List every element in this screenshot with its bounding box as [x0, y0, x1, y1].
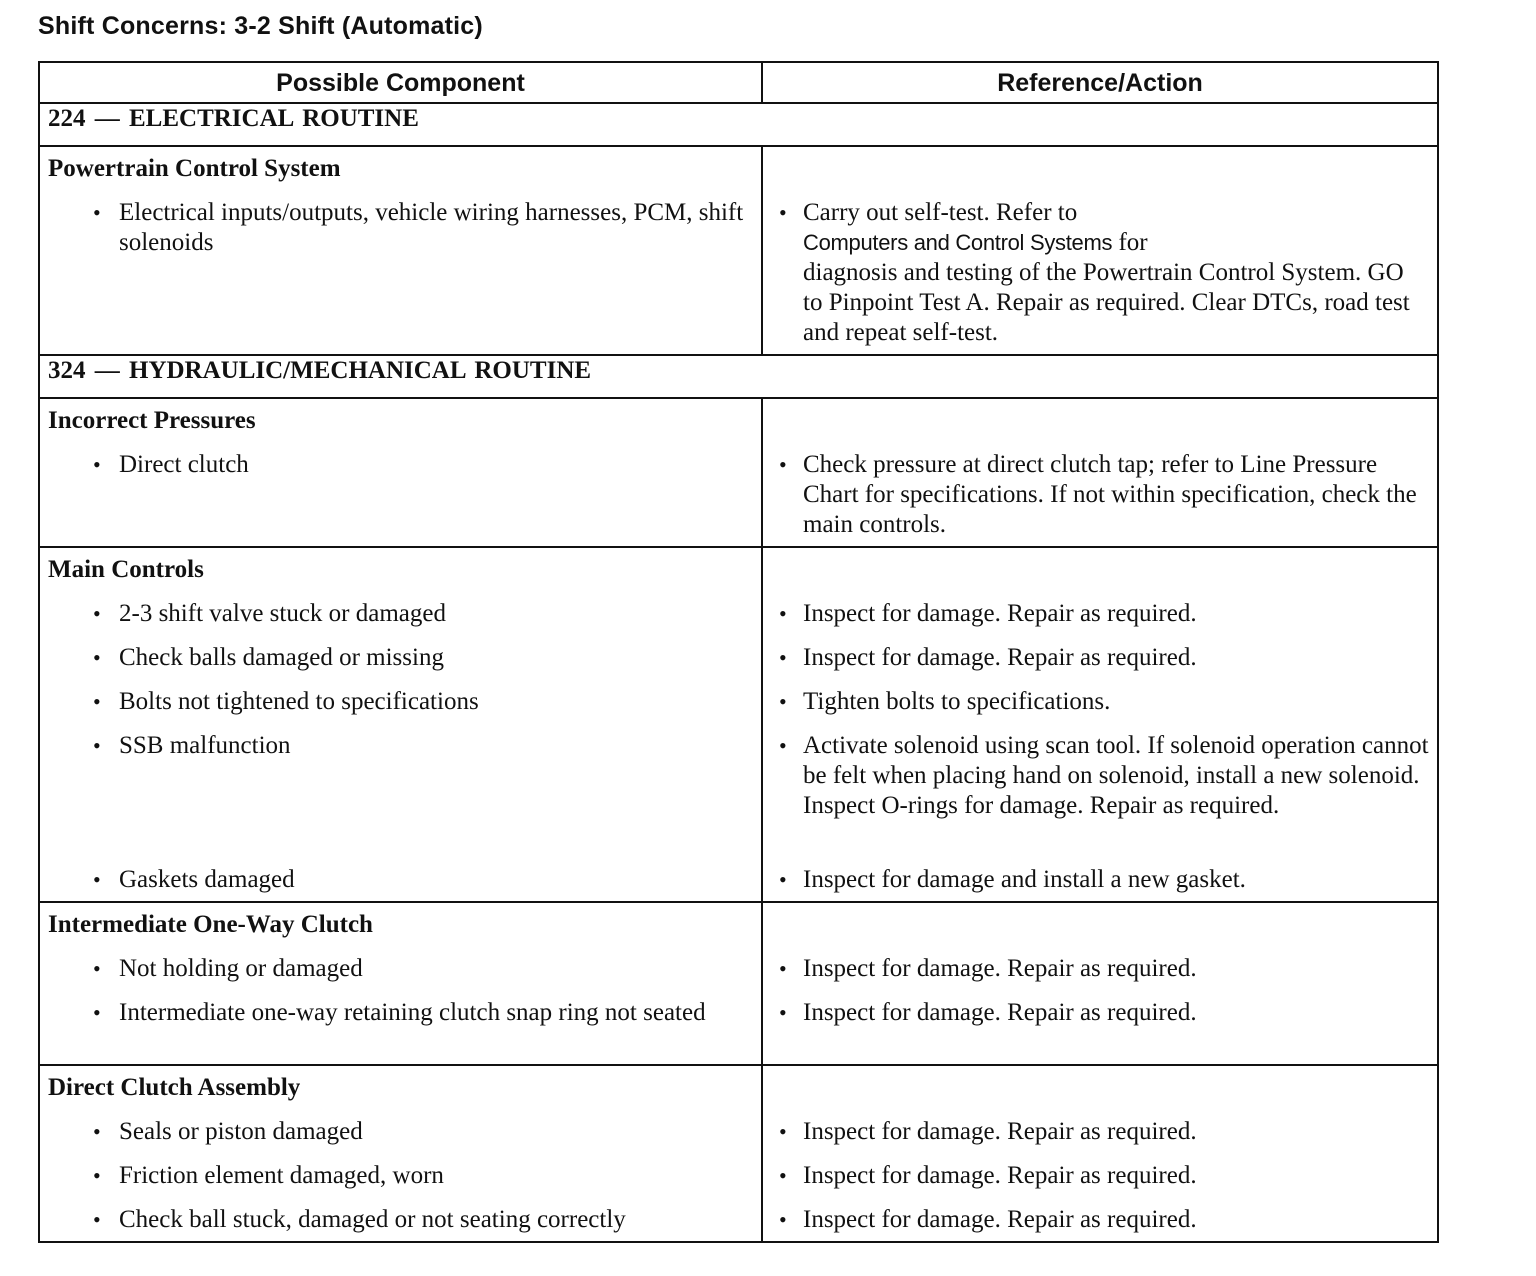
component-item: • Not holding or damaged: [48, 954, 753, 984]
component-cell: [39, 547, 762, 902]
component-item: • Electrical inputs/outputs, vehicle wiring harnesses, PCM, shift solenoids: [48, 198, 753, 260]
component-item: • Check balls damaged or missing: [48, 643, 753, 673]
component-list: [48, 450, 753, 540]
action-text: Carry out self-test. Refer to: [803, 199, 1078, 226]
action-list: [771, 1117, 1429, 1235]
action-item: [771, 198, 1429, 348]
action-list: [771, 198, 1429, 348]
component-item: • Intermediate one-way retaining clutch snap ring not seated: [48, 998, 753, 1058]
action-item: • Tighten bolts to specifications.: [771, 687, 1429, 717]
action-cell: [762, 547, 1438, 902]
routine-hydraulic: 324 — HYDRAULIC/MECHANICAL ROUTINE: [39, 355, 1438, 398]
action-item: • Inspect for damage. Repair as required.: [771, 643, 1429, 673]
action-list: [771, 954, 1429, 1058]
component-list: [48, 599, 753, 895]
component-list: [48, 954, 753, 1058]
action-text: for: [1112, 229, 1148, 256]
component-item: • 2-3 shift valve stuck or damaged: [48, 599, 753, 629]
action-item: • Inspect for damage and install a new gasket.: [771, 865, 1429, 895]
action-item: • Inspect for damage. Repair as required.: [771, 954, 1429, 984]
header-row: [39, 62, 1438, 103]
action-item: • Inspect for damage. Repair as required.: [771, 1205, 1429, 1235]
component-item: • Friction element damaged, worn: [48, 1161, 753, 1191]
group-title: Direct Clutch Assembly: [48, 1074, 301, 1101]
component-cell: [39, 1065, 762, 1242]
group-row: [39, 398, 1438, 547]
routine-electrical: 224 — ELECTRICAL ROUTINE: [39, 103, 1438, 146]
group-row: [39, 1065, 1438, 1242]
action-cell: [762, 1065, 1438, 1242]
group-title: Main Controls: [48, 556, 204, 583]
component-cell: [39, 902, 762, 1065]
reference-link[interactable]: Computers and Control Systems: [803, 230, 1113, 255]
action-cell: [762, 902, 1438, 1065]
component-item: • SSB malfunction: [48, 731, 753, 851]
action-text: diagnosis and testing of the Powertrain Control System. GO to Pinpoint Test A. Repair as required. Clear DTCs, road test and repeat self-test.: [803, 259, 1410, 346]
group-title: Intermediate One-Way Clutch: [48, 911, 373, 938]
action-item: • Activate solenoid using scan tool. If solenoid operation cannot be felt when placing hand on solenoid, install a new solenoid. Inspect O-rings for damage. Repair as required.: [771, 731, 1429, 851]
component-item: • Direct clutch: [48, 450, 753, 540]
action-item: • Inspect for damage. Repair as required.: [771, 1161, 1429, 1191]
group-row: [39, 146, 1438, 355]
component-item: • Gaskets damaged: [48, 865, 753, 895]
page-title: Shift Concerns: 3-2 Shift (Automatic): [38, 12, 483, 40]
action-item: • Inspect for damage. Repair as required.: [771, 599, 1429, 629]
component-item: • Bolts not tightened to specifications: [48, 687, 753, 717]
routine-row: [39, 355, 1438, 398]
component-item: • Seals or piston damaged: [48, 1117, 753, 1147]
header-possible-component: Possible Component: [39, 62, 762, 103]
routine-row: [39, 103, 1438, 146]
action-cell: [762, 398, 1438, 547]
action-item: • Inspect for damage. Repair as required.: [771, 1117, 1429, 1147]
group-row: [39, 902, 1438, 1065]
action-item: • Check pressure at direct clutch tap; refer to Line Pressure Chart for specifications. If not within specification, check the main controls.: [771, 450, 1429, 540]
shift-concerns-table: [38, 61, 1439, 1243]
action-cell: [762, 146, 1438, 355]
group-title: Powertrain Control System: [48, 155, 341, 182]
action-item: • Inspect for damage. Repair as required.: [771, 998, 1429, 1058]
action-list: [771, 450, 1429, 540]
component-list: [48, 1117, 753, 1235]
component-cell: [39, 398, 762, 547]
action-list: [771, 599, 1429, 895]
component-item: • Check ball stuck, damaged or not seating correctly: [48, 1205, 753, 1235]
header-reference-action: Reference/Action: [762, 62, 1438, 103]
component-list: [48, 198, 753, 260]
group-title: Incorrect Pressures: [48, 407, 256, 434]
group-row: [39, 547, 1438, 902]
component-cell: [39, 146, 762, 355]
